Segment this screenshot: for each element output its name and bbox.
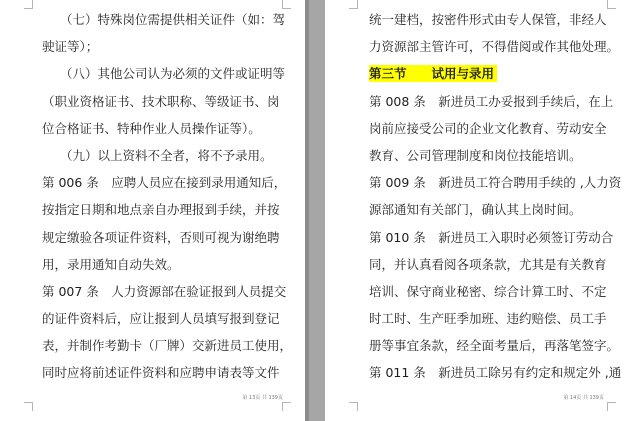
text-line: 第 008 条 新进员工办妥报到手续后，在上	[369, 93, 614, 109]
text-line: 规定缴验各项证件资料，否则可视为谢绝聘	[42, 229, 280, 245]
text-line: 用，录用通知自动失效。	[42, 256, 180, 272]
text-line: 教育、公司管理制度和岗位技能培训。	[369, 147, 582, 163]
page-corner-mark	[24, 402, 33, 411]
text-line: 表，并制作考勤卡（厂牌）交新进员工使用，	[42, 338, 293, 354]
text-line: 第 006 条 应聘人员应在接到录用通知后，	[42, 175, 287, 191]
text-line: 第 009 条 新进员工符合聘用手续的 ,人力资	[369, 175, 622, 191]
section-heading	[369, 60, 640, 87]
text-line: 统一建档，按密件形式由专人保管，非经人	[369, 12, 607, 27]
page-corner-mark	[349, 402, 358, 411]
text-line: （七）特殊岗位需提供相关证件（如：驾	[60, 12, 286, 27]
text-line: 第 011 条 新进员工除另有约定和规定外 ,通	[369, 365, 622, 381]
text-line: 按指定日期和地点亲自办理报到手续，并按	[42, 202, 280, 218]
text-line: 时工时、生产旺季加班、违约赔偿、员工手	[369, 311, 607, 327]
text-line: 培训、保守商业秘密、综合计算工时、不定	[369, 283, 607, 299]
text-line: （职业资格证书、技术职称、等级证书、岗	[42, 93, 280, 109]
text-line: 源部通知有关部门，确认其上岗时间。	[369, 202, 582, 218]
document-page-left	[0, 0, 305, 421]
text-line: 同，并认真看阅各项条款，尤其是有关教育	[369, 256, 607, 272]
text-line: （八）其他公司认为必须的文件或证明等	[60, 66, 286, 82]
text-line: 的证件资料后，应让报到人员填写报到登记	[42, 311, 280, 327]
page-body-text	[325, 6, 640, 387]
text-line: 第 007 条 人力资源部在验证报到人员提交	[42, 283, 287, 299]
page-corner-mark	[282, 402, 291, 411]
text-line: 位合格证书、特种作业人员操作证等）。	[42, 120, 261, 136]
text-line: 力资源部主管许可，不得借阅或作其他处理。	[369, 39, 620, 55]
text-line: 驶证等）；	[42, 39, 99, 55]
text-line: 同时应将前述证件资料和应聘申请表等文件	[42, 365, 280, 381]
document-page-right	[325, 0, 640, 421]
page-number-footer: 第 13页 共 139页	[242, 395, 283, 401]
page-body-text	[0, 6, 305, 387]
page-number-footer: 第 14页 共 139页	[563, 395, 604, 401]
text-line: 册等事宜条款，经全面考量后，再落笔签字。	[369, 338, 620, 354]
section-heading-text: 第三节 试用与录用	[369, 65, 497, 82]
page-gap	[305, 0, 309, 421]
page-corner-mark	[607, 402, 616, 411]
text-line: 第 010 条 新进员工入职时必须签订劳动合	[369, 229, 614, 245]
text-line: （九）以上资料不全者，将不予录用。	[60, 147, 273, 163]
text-line: 岗前应接受公司的企业文化教育、劳动安全	[369, 120, 607, 136]
